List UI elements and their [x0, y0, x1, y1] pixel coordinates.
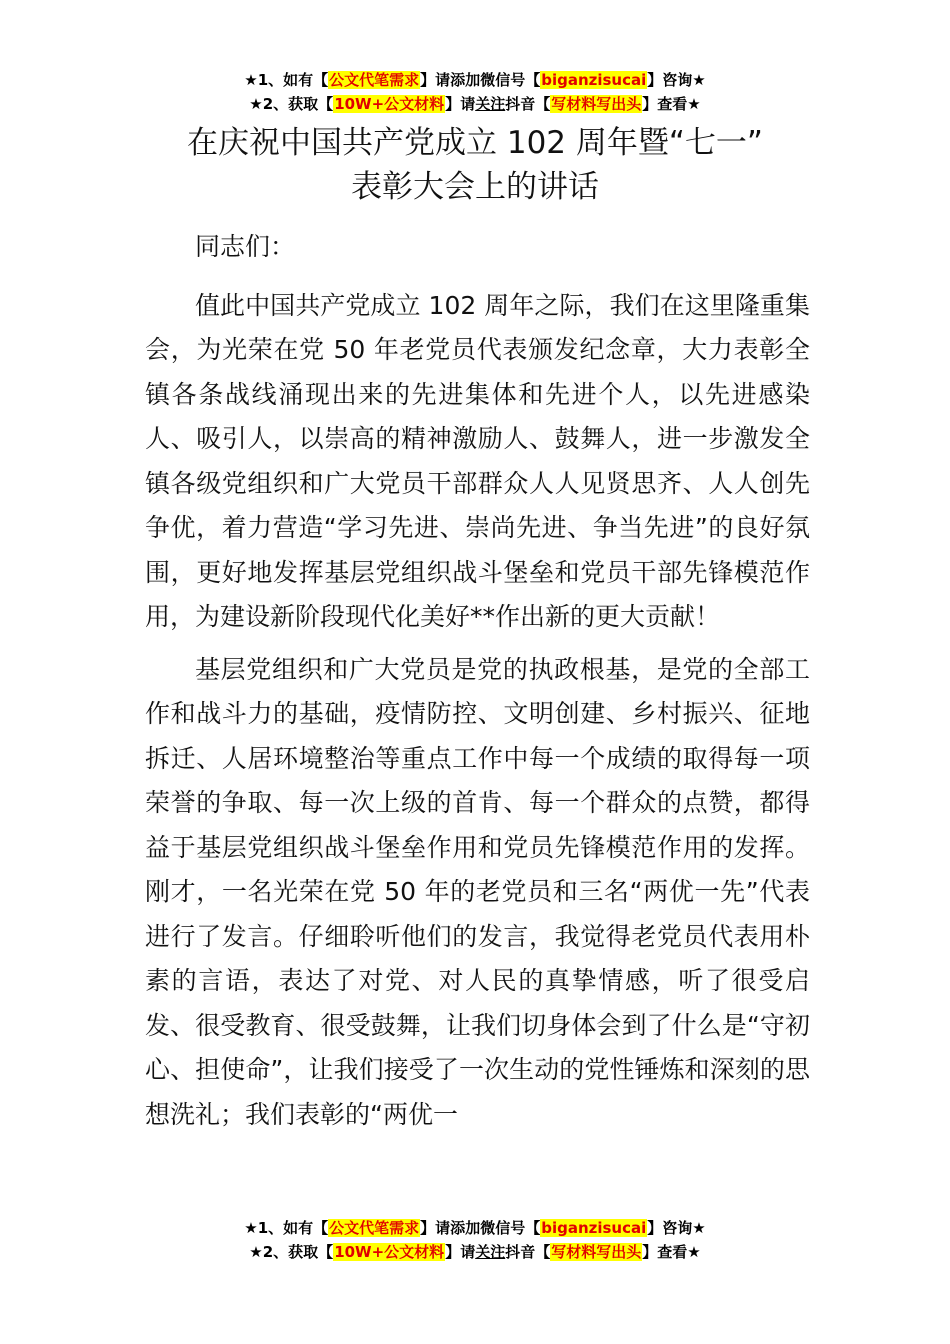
banner-text: 微信号【 — [480, 1219, 541, 1237]
banner-text: 】查看★ — [642, 1243, 701, 1261]
banner-highlight-service: 公文代笔需求 — [329, 1219, 420, 1237]
banner-text: 】咨询★ — [647, 1219, 706, 1237]
banner-text: 】咨询★ — [647, 71, 706, 89]
banner-highlight-materials: 10W+公文材料 — [334, 95, 445, 113]
banner-text: 】请添 — [420, 1219, 466, 1237]
banner-text: 抖音【 — [505, 1243, 551, 1261]
banner-text: 】请 — [445, 1243, 476, 1261]
banner-highlight-douyin: 写材料写出头 — [551, 95, 642, 113]
banner-line-2 — [0, 1240, 950, 1264]
banner-highlight-douyin: 写材料写出头 — [551, 1243, 642, 1261]
banner-highlight-service: 公文代笔需求 — [329, 71, 420, 89]
banner-text: 】查看★ — [642, 95, 701, 113]
banner-text: 】请添 — [420, 71, 466, 89]
banner-text: ★1、如有【 — [244, 71, 329, 89]
banner-line-2 — [0, 92, 950, 116]
banner-text: 关注 — [475, 1243, 506, 1261]
banner-highlight-wechat-id: biganzisucai — [541, 1219, 647, 1237]
banner-highlight-wechat-id: biganzisucai — [541, 71, 647, 89]
banner-text: 加 — [465, 1219, 481, 1237]
paragraph: 值此中国共产党成立 102 周年之际，我们在这里隆重集会，为光荣在党 50 年老党员代表颁发纪念章，大力表彰全镇各条战线涌现出来的先进集体和先进个人，以先进感染人、吸引人，以崇高的精神激励人、鼓舞人，进一步激发全镇各级党组织和广大党员干部群众人人见贤思齐、人人创先争优，着力营造“学习先进、崇尚先进、争当先进”的良好氛围，更好地发挥基层党组织战斗堡垒和党员干部先锋模范作用，为建设新阶段现代化美好**作出新的更大贡献！ — [145, 290, 810, 631]
banner-text: 加 — [465, 71, 481, 89]
banner-text: ★2、获取【 — [249, 1243, 334, 1261]
banner-text: 抖音【 — [505, 95, 551, 113]
greeting: 同志们： — [195, 232, 296, 261]
banner-text: ★1、如有【 — [244, 1219, 329, 1237]
bottom-banner — [0, 1216, 950, 1264]
banner-line-1 — [0, 1216, 950, 1240]
document-body — [145, 225, 810, 1145]
banner-text: 】请 — [445, 95, 476, 113]
document-title-line-1: 在庆祝中国共产党成立 102 周年暨“七一” — [187, 125, 763, 161]
banner-text: 微信号【 — [480, 71, 541, 89]
banner-text: 关注 — [475, 95, 506, 113]
paragraph: 基层党组织和广大党员是党的执政根基，是党的全部工作和战斗力的基础，疫情防控、文明创建、乡村振兴、征地拆迁、人居环境整治等重点工作中每一个成绩的取得每一项荣誉的争取、每一次上级的首肯、每一个群众的点赞，都得益于基层党组织战斗堡垒作用和党员先锋模范作用的发挥。刚才，一名光荣在党 50 年的老党员和三名“两优一先”代表进行了发言。仔细聆听他们的发言，我觉得老党员代表用朴素的言语，表达了对党、对人民的真挚情感，听了很受启发、很受教育、很受鼓舞，让我们切身体会到了什么是“守初心、担使命”，让我们接受了一次生动的党性锤炼和深刻的思想洗礼；我们表彰的“两优一 — [145, 654, 810, 1129]
banner-line-1 — [0, 68, 950, 92]
banner-text: ★2、获取【 — [249, 95, 334, 113]
banner-highlight-materials: 10W+公文材料 — [334, 1243, 445, 1261]
document-title-line-2: 表彰大会上的讲话 — [351, 169, 599, 205]
top-banner — [0, 68, 950, 116]
